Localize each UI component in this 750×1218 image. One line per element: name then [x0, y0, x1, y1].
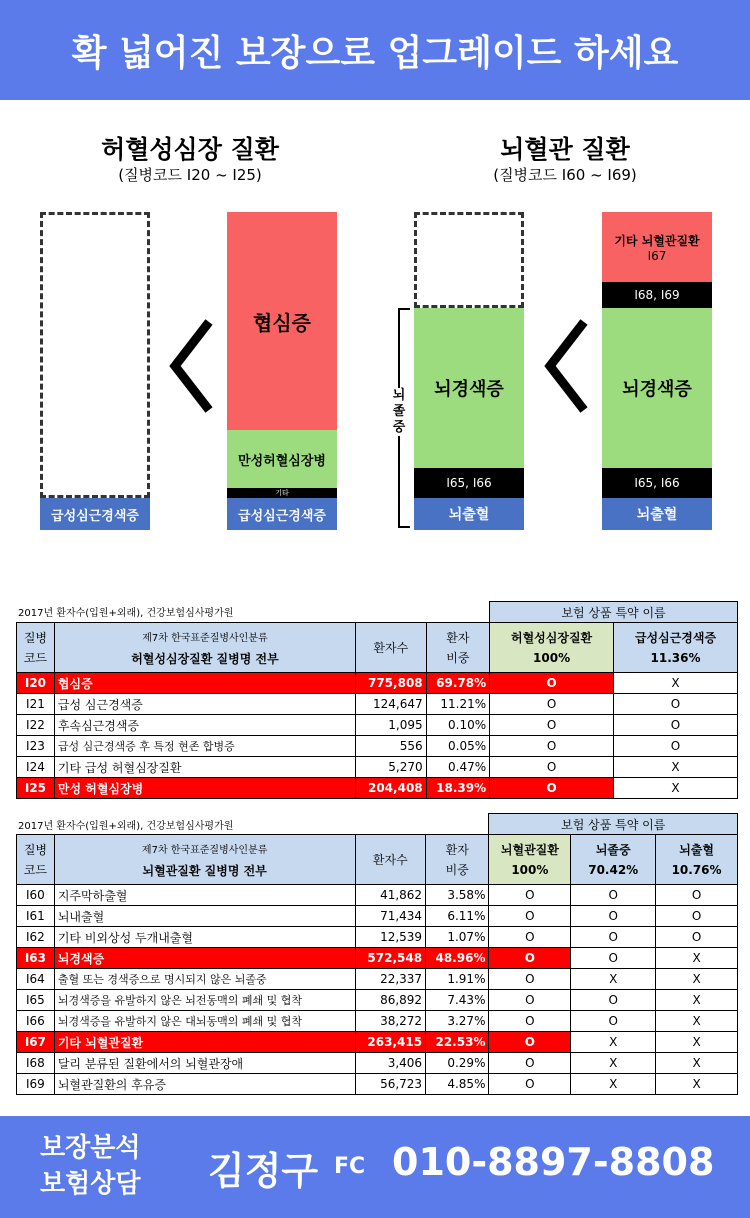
table-cell-c: X [656, 1011, 738, 1032]
table-cell-patients: 41,862 [355, 885, 426, 906]
table-row [17, 1053, 738, 1074]
table-cell-c: X [656, 1032, 738, 1053]
table-cell-a: O [490, 715, 614, 736]
right-left-bar-infarction: 뇌경색증 [414, 308, 524, 468]
table2-col-patients: 환자수 [355, 835, 426, 885]
table-cell-b: O [571, 1011, 656, 1032]
left-bar-other: 기타 [227, 488, 337, 498]
table-cell-c: X [656, 969, 738, 990]
table-cell-code: I63 [17, 948, 55, 969]
table-row [17, 673, 738, 694]
table1-col-ins1: 허혈성심장질환 100% [490, 623, 614, 673]
left-chevron-icon [165, 316, 225, 416]
table-cell-code: I22 [17, 715, 55, 736]
table-cell-a: O [489, 885, 571, 906]
right-bar-infarction: 뇌경색증 [602, 308, 712, 468]
table-row [17, 990, 738, 1011]
table-cell-a: O [489, 1011, 571, 1032]
table2-col-code: 질병 코드 [17, 835, 55, 885]
table-cell-ratio: 11.21% [426, 694, 489, 715]
table-cell-code: I24 [17, 757, 55, 778]
table-cell-b: O [571, 990, 656, 1011]
table-cell-name: 뇌혈관질환의 후유증 [54, 1074, 355, 1095]
left-bar-angina: 협심증 [227, 212, 337, 430]
table-cell-a: O [489, 1074, 571, 1095]
table-cell-name: 만성 허혈심장병 [54, 778, 355, 799]
left-empty-bar [40, 212, 150, 498]
table-row [17, 969, 738, 990]
table-cell-name: 뇌경색증을 유발하지 않은 뇌전동맥의 폐쇄 및 협착 [54, 990, 355, 1011]
table-cell-ratio: 1.91% [426, 969, 489, 990]
table-cell-patients: 1,095 [355, 715, 426, 736]
table-cell-a: O [490, 757, 614, 778]
page-title: 확 넓어진 보장으로 업그레이드 하세요 [71, 32, 679, 74]
table-row [17, 1032, 738, 1053]
table-cell-c: X [656, 948, 738, 969]
right-left-bar-hemorrhage: 뇌출혈 [414, 498, 524, 530]
table-cell-patients: 5,270 [355, 757, 426, 778]
right-bar-other-cerebro [602, 212, 712, 282]
table-cell-patients: 204,408 [355, 778, 426, 799]
left-bar-chronic: 만성허혈심장병 [227, 430, 337, 488]
table-cell-b: X [614, 673, 738, 694]
table-cell-ratio: 6.11% [426, 906, 489, 927]
table-cell-b: X [571, 1053, 656, 1074]
table-cell-name: 기타 비외상성 두개내출혈 [54, 927, 355, 948]
table1 [16, 601, 738, 799]
table-cell-ratio: 3.58% [426, 885, 489, 906]
table-cell-name: 지주막하출혈 [54, 885, 355, 906]
table-cell-name: 뇌경색증 [54, 948, 355, 969]
table1-col-patients: 환자수 [355, 623, 426, 673]
table-cell-ratio: 7.43% [426, 990, 489, 1011]
table-row [17, 757, 738, 778]
footer-suffix: FC [334, 1154, 366, 1179]
table-cell-name: 뇌내출혈 [54, 906, 355, 927]
table-row [17, 694, 738, 715]
table-cell-code: I25 [17, 778, 55, 799]
table-cell-patients: 3,406 [355, 1053, 426, 1074]
right-left-bar-codes: I65, I66 [414, 468, 524, 498]
table-cell-ratio: 0.29% [426, 1053, 489, 1074]
table-cell-c: O [656, 885, 738, 906]
table-row [17, 885, 738, 906]
table-cell-c: O [656, 906, 738, 927]
table-cell-b: X [571, 969, 656, 990]
table-cell-code: I66 [17, 1011, 55, 1032]
table-cell-a: O [489, 990, 571, 1011]
table-cell-a: O [489, 927, 571, 948]
table2-insurance-header: 보험 상품 특약 이름 [489, 814, 738, 835]
table-row [17, 906, 738, 927]
footer-banner [0, 1116, 750, 1218]
table-cell-a: O [489, 948, 571, 969]
left-empty-bar-label: 급성심근경색증 [40, 498, 150, 530]
table-cell-a: O [489, 1032, 571, 1053]
right-bar-hemorrhage: 뇌출혈 [602, 498, 712, 530]
footer-line1: 보장분석 [40, 1133, 141, 1163]
table-cell-ratio: 22.53% [426, 1032, 489, 1053]
table-cell-code: I20 [17, 673, 55, 694]
table-cell-c: X [656, 1053, 738, 1074]
right-empty-bar [414, 212, 524, 308]
left-bar-acute-mi: 급성심근경색증 [227, 498, 337, 530]
table-cell-name: 급성 심근경색증 후 특정 현존 합병증 [54, 736, 355, 757]
table-row [17, 927, 738, 948]
table-cell-b: X [571, 1074, 656, 1095]
table1-col-ratio: 환자 비중 [426, 623, 489, 673]
right-section-title: 뇌혈관 질환 [500, 135, 630, 164]
table2-col-ins1: 뇌혈관질환 100% [489, 835, 571, 885]
table-cell-b: O [614, 715, 738, 736]
left-section-subtitle: (질병코드 I20 ~ I25) [118, 166, 262, 184]
table-cell-b: X [571, 1032, 656, 1053]
table-cell-name: 협심증 [54, 673, 355, 694]
table-row [17, 948, 738, 969]
footer-line2: 보험상담 [40, 1169, 141, 1199]
table-cell-a: O [489, 906, 571, 927]
table-cell-c: X [656, 990, 738, 1011]
table2-col-name: 제7차 한국표준질병사인분류 뇌혈관질환 질병명 전부 [54, 835, 355, 885]
table-cell-ratio: 3.27% [426, 1011, 489, 1032]
table-row [17, 1011, 738, 1032]
table-cell-patients: 572,548 [355, 948, 426, 969]
table-cell-a: O [490, 778, 614, 799]
table-cell-ratio: 48.96% [426, 948, 489, 969]
table-cell-ratio: 4.85% [426, 1074, 489, 1095]
footer-service [40, 1130, 140, 1202]
table-cell-a: O [490, 673, 614, 694]
table-row [17, 736, 738, 757]
table-cell-name: 기타 뇌혈관질환 [54, 1032, 355, 1053]
table-cell-name: 후속심근경색증 [54, 715, 355, 736]
table-cell-c: X [656, 1074, 738, 1095]
table-row [17, 778, 738, 799]
table-cell-a: O [490, 736, 614, 757]
table-cell-code: I69 [17, 1074, 55, 1095]
table-cell-patients: 22,337 [355, 969, 426, 990]
footer-phone[interactable]: 010-8897-8808 [392, 1140, 715, 1184]
right-bar-codes: I65, I66 [602, 468, 712, 498]
table2 [16, 813, 738, 1095]
table-cell-patients: 124,647 [355, 694, 426, 715]
table-cell-c: O [656, 927, 738, 948]
table-cell-name: 기타 급성 허혈심장질환 [54, 757, 355, 778]
table-cell-patients: 86,892 [355, 990, 426, 1011]
table1-col-code: 질병 코드 [17, 623, 55, 673]
table-cell-code: I61 [17, 906, 55, 927]
table-row [17, 1074, 738, 1095]
table-cell-ratio: 18.39% [426, 778, 489, 799]
table-cell-name: 출혈 또는 경색증으로 명시되지 않은 뇌졸중 [54, 969, 355, 990]
table-cell-ratio: 0.05% [426, 736, 489, 757]
table-cell-ratio: 1.07% [426, 927, 489, 948]
table-cell-a: O [490, 694, 614, 715]
table-cell-patients: 556 [355, 736, 426, 757]
stroke-bracket-label: 뇌졸중 [390, 388, 408, 436]
table-cell-code: I65 [17, 990, 55, 1011]
footer-name: 김정구 [208, 1149, 319, 1193]
table1-insurance-header: 보험 상품 특약 이름 [490, 602, 738, 623]
table-cell-patients: 12,539 [355, 927, 426, 948]
table-cell-ratio: 69.78% [426, 673, 489, 694]
table-cell-a: O [489, 969, 571, 990]
table-cell-name: 뇌경색증을 유발하지 않은 대뇌동맥의 폐쇄 및 협착 [54, 1011, 355, 1032]
table-cell-ratio: 0.10% [426, 715, 489, 736]
table-cell-code: I64 [17, 969, 55, 990]
table-cell-name: 달리 분류된 질환에서의 뇌혈관장애 [54, 1053, 355, 1074]
table-cell-name: 급성 심근경색증 [54, 694, 355, 715]
table-cell-patients: 56,723 [355, 1074, 426, 1095]
table2-caption: 2017년 환자수(입원+외래), 건강보험심사평가원 [18, 821, 234, 832]
table-cell-b: O [614, 694, 738, 715]
table1-col-ins2: 급성심근경색증 11.36% [614, 623, 738, 673]
table-cell-b: O [614, 736, 738, 757]
table-cell-patients: 38,272 [355, 1011, 426, 1032]
right-chevron-icon [540, 316, 600, 416]
table2-col-ins3: 뇌출혈 10.76% [656, 835, 738, 885]
table-cell-b: O [571, 927, 656, 948]
table-cell-patients: 263,415 [355, 1032, 426, 1053]
table-cell-patients: 775,808 [355, 673, 426, 694]
table-cell-code: I23 [17, 736, 55, 757]
table-row [17, 715, 738, 736]
table-cell-code: I21 [17, 694, 55, 715]
table2-col-ratio: 환자 비중 [426, 835, 489, 885]
table-cell-b: X [614, 757, 738, 778]
table-cell-a: O [489, 1053, 571, 1074]
table-cell-b: X [614, 778, 738, 799]
table-cell-b: O [571, 948, 656, 969]
header-banner [0, 0, 750, 100]
right-section-subtitle: (질병코드 I60 ~ I69) [493, 166, 637, 184]
right-bar-other-code: I67 [647, 248, 667, 263]
table-cell-code: I60 [17, 885, 55, 906]
right-bar-other-label: 기타 뇌혈관질환 [614, 233, 700, 248]
table-cell-patients: 71,434 [355, 906, 426, 927]
table1-caption: 2017년 환자수(입원+외래), 건강보험심사평가원 [18, 608, 234, 619]
table-cell-ratio: 0.47% [426, 757, 489, 778]
table-cell-code: I68 [17, 1053, 55, 1074]
table-cell-code: I67 [17, 1032, 55, 1053]
table1-col-name: 제7차 한국표준질병사인분류 허혈성심장질환 질병명 전부 [54, 623, 355, 673]
table2-col-ins2: 뇌졸중 70.42% [571, 835, 656, 885]
table-cell-code: I62 [17, 927, 55, 948]
table-cell-b: O [571, 906, 656, 927]
table-cell-b: O [571, 885, 656, 906]
left-section-title: 허혈성심장 질환 [101, 135, 279, 164]
right-bar-codes-top: I68, I69 [602, 282, 712, 308]
